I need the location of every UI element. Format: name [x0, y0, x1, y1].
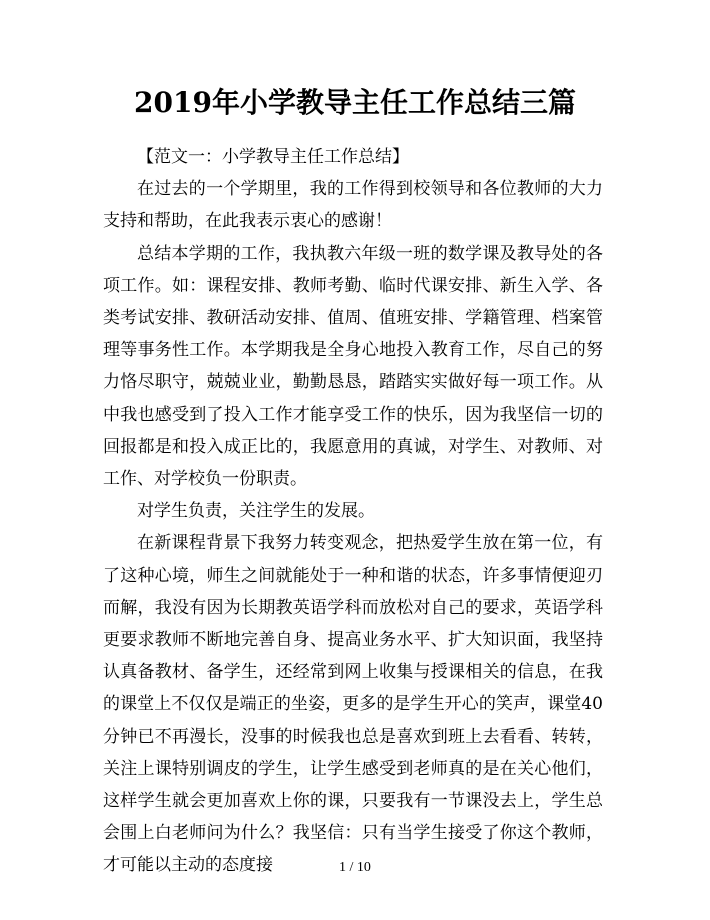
paragraph: 对学生负责，关注学生的发展。: [137, 501, 375, 522]
document-body: [103, 141, 603, 882]
section-heading: 【范文一：小学教导主任工作总结】: [137, 147, 409, 167]
paragraph: 在新课程背景下我努力转变观念，把热爱学生放在第一位，有了这种心境，师生之间就能处于一种和谐的状态，许多事情便迎刃而解，我没有因为长期教英语学科而放松对自己的要求，英语学科更要求教师不断地完善自身、提高业务水平、扩大知识面，我坚持认真备教材、备学生，还经常到网上收集与授课相关的信息，在我的课堂上不仅仅是端正的坐姿，更多的是学生开心的笑声，课堂40分钟已不再漫长，没事的时候我也总是喜欢到班上去看看、转转，关注上课特别调皮的学生，让学生感受到老师真的是在关心他们，这样学生就会更加喜欢上你的课，只要我有一节课没去上，学生总会围上白老师问为什么？我坚信：只有当学生接受了你这个教师，才可能以主动的态度接: [103, 533, 603, 876]
paragraph: 总结本学期的工作，我执教六年级一班的数学课及教导处的各项工作。如：课程安排、教师考勤、临时代课安排、新生入学、各类考试安排、教研活动安排、值周、值班安排、学籍管理、档案管理等事务性工作。本学期我是全身心地投入教育工作，尽自己的努力恪尽职守，兢兢业业，勤勤恳恳，踏踏实实做好每一项工作。从中我也感受到了投入工作才能享受工作的快乐，因为我坚信一切的回报都是和投入成正比的，我愿意用的真诚，对学生、对教师、对工作、对学校负一份职责。: [103, 243, 603, 490]
paragraph: 在过去的一个学期里，我的工作得到校领导和各位教师的大力支持和帮助，在此我表示衷心的感谢！: [103, 179, 603, 232]
document-title: 2019年小学教导主任工作总结三篇: [134, 86, 576, 119]
page-number: 1 / 10: [339, 860, 371, 875]
